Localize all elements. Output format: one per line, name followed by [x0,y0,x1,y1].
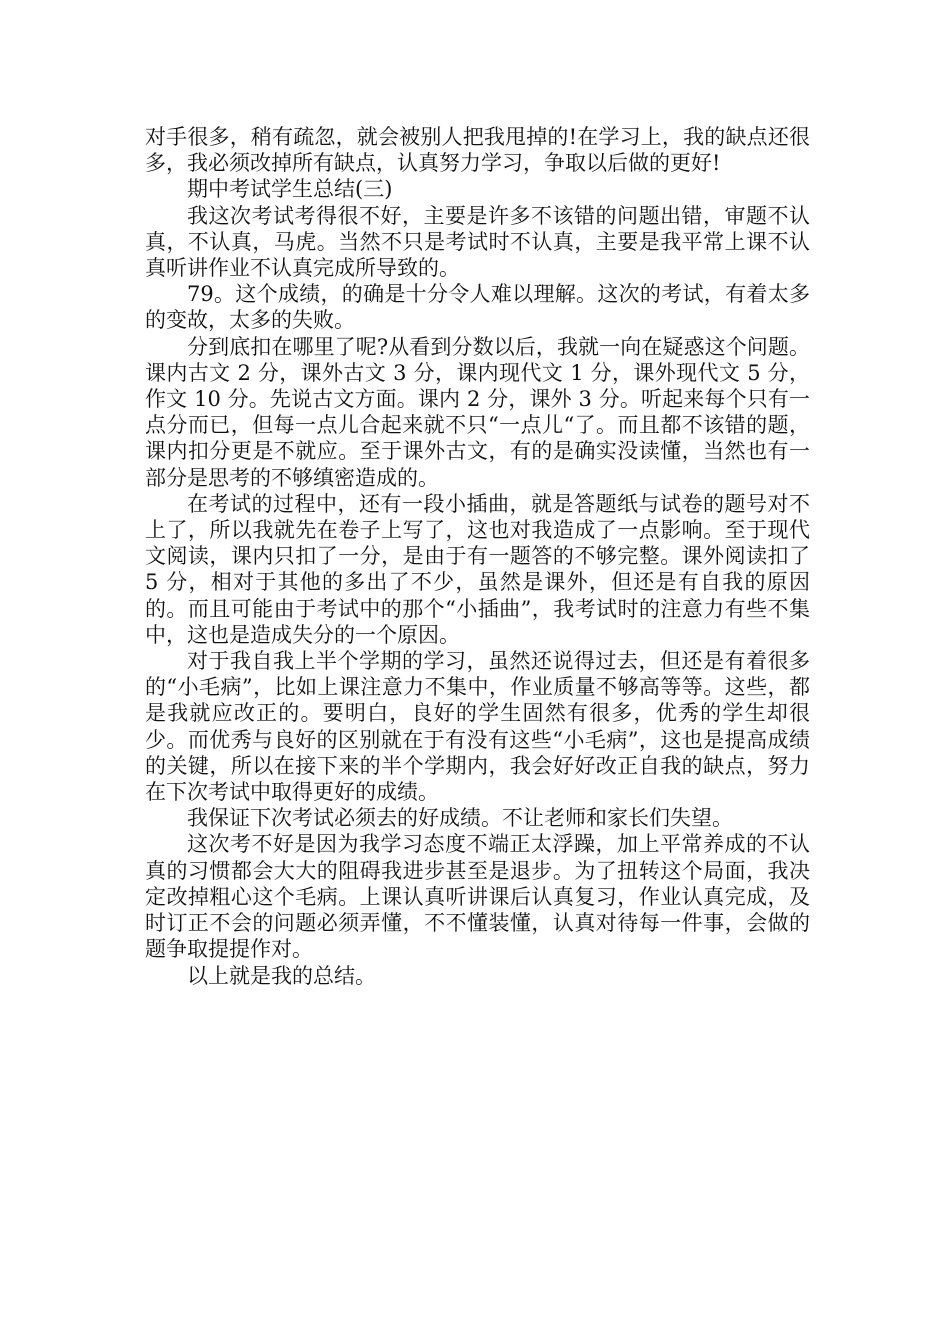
closing-paragraph: 以上就是我的总结。 [187,963,376,988]
paragraph: 对于我自我上半个学期的学习，虽然还说得过去，但还是有着很多的“小毛病”，比如上课注意力不集中，作业质量不够高等等。这些，都是我就应改正的。要明白，良好的学生固然有很多，优秀的学生却很少。而优秀与良好的区别就在于有没有这些“小毛病”，这也是提高成绩的关键，所以在接下来的半个学期内，我会好好改正自我的缺点，努力在下次考试中取得更好的成绩。 [145,649,810,805]
paragraph: 在考试的过程中，还有一段小插曲，就是答题纸与试卷的题号对不上了，所以我就先在卷子上写了，这也对我造成了一点影响。至于现代文阅读，课内只扣了一分，是由于有一题答的不够完整。课外阅读扣了 5 分，相对于其他的多出了不少，虽然是课外，但还是有自我的原因的。而且可能由于考试中的那个“小插曲”，我考试时的注意力有些不集中，这也是造成失分的一个原因。 [145,491,810,647]
paragraph: 79。这个成绩，的确是十分令人难以理解。这次的考试，有着太多的变故，太多的失败。 [145,282,810,333]
section-heading: 期中考试学生总结(三) [187,177,393,202]
paragraph-continuation: 对手很多，稍有疏忽，就会被别人把我甩掉的!在学习上，我的缺点还很多，我必须改掉所有缺点，认真努力学习，争取以后做的更好! [145,125,810,176]
paragraph: 我保证下次考试必须去的好成绩。不让老师和家长们失望。 [187,806,733,831]
document-body [145,124,810,989]
paragraph: 这次考不好是因为我学习态度不端正太浮躁，加上平常养成的不认真的习惯都会大大的阻碍我进步甚至是退步。为了扭转这个局面，我决定改掉粗心这个毛病。上课认真听讲课后认真复习，作业认真完成，及时订正不会的问题必须弄懂，不不懂装懂，认真对待每一件事，会做的题争取提提作对。 [145,832,810,962]
paragraph: 分到底扣在哪里了呢?从看到分数以后，我就一向在疑惑这个问题。课内古文 2 分，课外古文 3 分，课内现代文 1 分，课外现代文 5 分，作文 10 分。先说古文方面。课内 2 分，课外 3 分。听起来每个只有一点分而已，但每一点儿合起来就不只“一点儿“了。而且都不该错的题，课内扣分更是不就应。至于课外古文，有的是确实没读懂，当然也有一部分是思考的不够缜密造成的。 [145,334,810,490]
paragraph: 我这次考试考得很不好，主要是许多不该错的问题出错，审题不认真，不认真，马虎。当然不只是考试时不认真，主要是我平常上课不认真听讲作业不认真完成所导致的。 [145,203,810,281]
